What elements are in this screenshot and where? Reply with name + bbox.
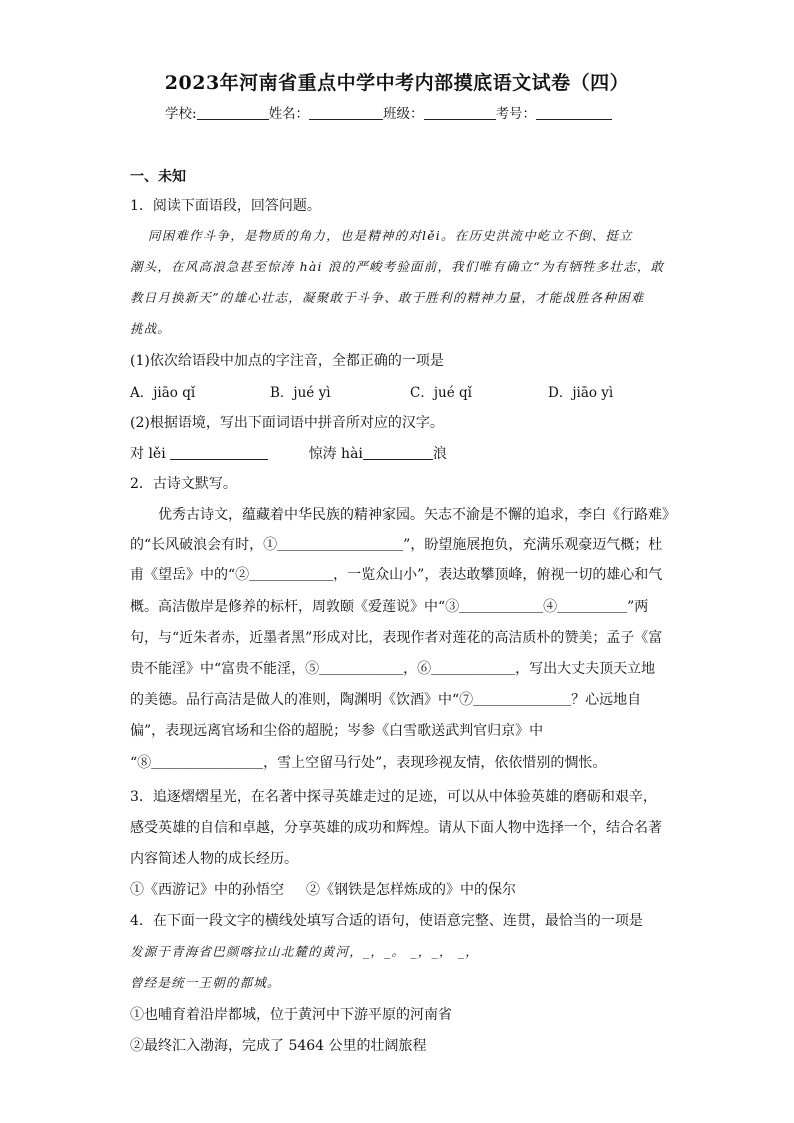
q3-line-1: 3．追逐熠熠星光，在名著中探寻英雄走过的足迹，可以从中体验英雄的磨砺和艰辛， <box>130 789 657 805</box>
q1-sub1: (1)依次给语段中加点的字注音，全都正确的一项是 <box>130 353 444 369</box>
name-label: 姓名： <box>268 106 310 122</box>
q2-line-1: 优秀古诗文，蕴藏着中华民族的精神家园。矢志不渝是不懈的追求，李白《行路难》 <box>130 507 676 523</box>
q3-line-2: 感受英雄的自信和卓越，分享英雄的成功和辉煌。请从下面人物中选择一个，结合名著 <box>130 820 662 836</box>
fill-a-label: 对 lěi <box>130 446 166 462</box>
q4-text-2: 曾经是统一王朝的都城。 <box>130 975 281 990</box>
fill-b-label: 惊涛 hài <box>308 446 363 462</box>
q2-line-3: 甫《望岳》中的“②＿＿＿＿＿＿，一览众山小”，表达敢攀顶峰，俯视一切的雄心和气 <box>130 567 663 583</box>
q4-text-1: 发源于青海省巴颜喀拉山北麓的黄河，_，_。 _，_， _， <box>130 944 479 959</box>
q3-choice-1: ①《西游记》中的孙悟空 <box>130 882 284 898</box>
q1-option-d[interactable]: D．jiāo yì <box>548 385 614 401</box>
exam-no-label: 考号： <box>495 106 537 122</box>
q4-item-2: ②最终汇入渤海，完成了 5464 公里的壮阔旅程 <box>130 1038 427 1054</box>
q2-line-8: 偏”，表现远离官场和尘俗的超脱；岑参《白雪歌送武判官归京》中 <box>130 723 544 739</box>
student-info-row <box>165 102 612 122</box>
q2-line-9: “⑧＿＿＿＿＿＿＿＿，雪上空留马行处”，表现珍视友情，依依惜别的惆怅。 <box>130 755 607 771</box>
q1-passage-line-4: 挑战。 <box>130 321 172 336</box>
q1-option-c[interactable]: C．jué qǐ <box>410 385 472 401</box>
q4-item-1: ①也哺育着沿岸都城，位于黄河中下游平原的河南省 <box>130 1007 452 1023</box>
q1-option-a[interactable]: A．jiāo qǐ <box>130 385 196 401</box>
school-field[interactable] <box>197 105 269 120</box>
name-field[interactable] <box>309 105 383 120</box>
q1-prompt: 1．阅读下面语段，回答问题。 <box>130 198 321 214</box>
q1-passage-line-3: 教日月换新天”的雄心壮志，凝聚敢于斗争、敢于胜利的精神力量，才能战胜各种困难 <box>130 290 645 305</box>
q2-line-4: 概。高洁傲岸是修养的标杆，周敦颐《爱莲说》中“③＿＿＿＿＿＿④＿＿＿＿＿”两 <box>130 599 649 615</box>
fill-b-tail: 浪 <box>432 446 447 462</box>
school-label: 学校: <box>165 106 197 122</box>
fill-a-blank[interactable] <box>170 445 268 460</box>
q3-choice-2: ②《钢铁是怎样炼成的》中的保尔 <box>306 882 516 898</box>
section-heading: 一、未知 <box>130 169 186 185</box>
q2-line-5: 句，与“近朱者赤，近墨者黑”形成对比，表现作者对莲花的高洁质朴的赞美；孟子《富 <box>130 630 663 646</box>
q1-option-b[interactable]: B．jué yì <box>270 385 331 401</box>
class-label: 班级： <box>383 106 424 122</box>
q1-passage-line-1: 同困难作斗争，是物质的角力，也是精神的对lěi。在历史洪流中屹立不倒、挺立 <box>148 228 633 243</box>
fill-b-blank[interactable] <box>363 445 433 460</box>
q2-line-7: 的美德。品行高洁是做人的准则，陶渊明《饮酒》中“⑦＿＿＿＿＿＿＿？心远地自 <box>130 692 642 708</box>
q2-line-2: 的“长风破浪会有时，①＿＿＿＿＿＿＿＿＿”，盼望施展抱负，充满乐观豪迈气概；杜 <box>130 537 663 553</box>
exam-title: 2023年河南省重点中学中考内部摸底语文试卷（四） <box>164 72 630 94</box>
q1-passage-line-2: 潮头，在风高浪急甚至惊涛 hài 浪的严峻考验面前，我们唯有确立“为有牺牲多壮志，敢 <box>130 259 665 274</box>
q1-sub2: (2)根据语境，写出下面词语中拼音所对应的汉字。 <box>130 415 444 431</box>
q3-choices <box>130 879 516 899</box>
q3-line-3: 内容简述人物的成长经历。 <box>130 851 298 867</box>
class-field[interactable] <box>424 105 496 120</box>
q2-prompt: 2．古诗文默写。 <box>130 476 237 492</box>
q2-line-6: 贵不能淫》中“富贵不能淫，⑤＿＿＿＿＿＿，⑥＿＿＿＿＿＿，写出大丈夫顶天立地 <box>130 661 656 677</box>
exam-no-field[interactable] <box>536 105 612 120</box>
q1-fill-row <box>130 443 447 463</box>
q4-prompt: 4．在下面一段文字的横线处填写合适的语句，使语意完整、连贯，最恰当的一项是 <box>130 913 643 929</box>
